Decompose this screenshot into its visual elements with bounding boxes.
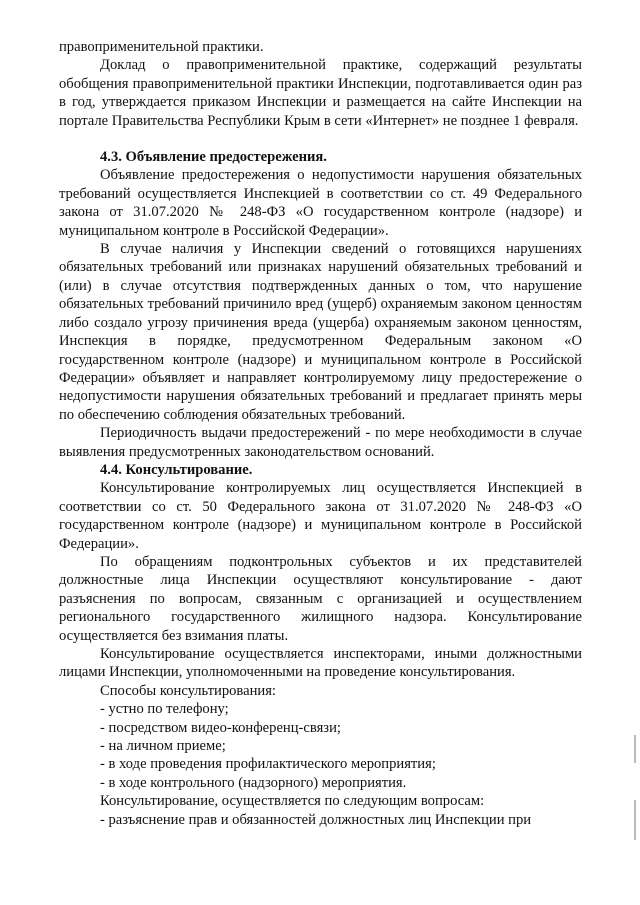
section-heading-4-4: 4.4. Консультирование.	[100, 461, 253, 478]
paragraph-4-4-consultants: Консультирование осуществляется инспекторами, иными должностными лицами Инспекции, уполномоченными на проведение консультирования.	[59, 646, 582, 681]
paragraph-4-4-requests: По обращениям подконтрольных субъектов и их представителей должностные лица Инспекции осуществляют консультирование - дают разъяснения по вопросам, связанным с организацией и осуществлением регионального государственного жилищного надзора. Консультирование осуществляется без взимания платы.	[59, 553, 582, 644]
scan-artifact	[634, 735, 636, 763]
scan-artifact	[634, 800, 636, 840]
questions-title: Консультирование, осуществляется по следующим вопросам:	[100, 793, 485, 810]
paragraph-4-3-periodicity: Периодичность выдачи предостережений - по мере необходимости в случае выявления предусмотренных законодательством оснований.	[59, 425, 582, 460]
section-heading-4-3: 4.3. Объявление предостережения.	[100, 149, 327, 166]
methods-list-item: - в ходе контрольного (надзорного) мероприятия.	[100, 774, 407, 791]
methods-list-item: - на личном приеме;	[100, 738, 226, 755]
paragraph-4-3-procedure: В случае наличия у Инспекции сведений о готовящихся нарушениях обязательных требований или признаках нарушений обязательных требований и (или) в случае отсутствия подтвержденных данных о том, что нарушение обязательных требований причинило вред (ущерб) охраняемым законом ценностям либо создало угрозу причинения вреда (ущерба) охраняемым законом ценностям, Инспекция в порядке, предусмотренном Федеральным законом «О государственном контроле (надзоре) и муниципальном контроле в Российской Федерации» объявляет и направляет контролируемому лицу предостережение о недопустимости нарушения обязательных требований и предлагает принять меры по обеспечению соблюдения обязательных требований.	[59, 241, 582, 423]
paragraph-continuation: правоприменительной практики.	[59, 39, 264, 55]
methods-title: Способы консультирования:	[100, 682, 276, 699]
methods-list-item: - устно по телефону;	[100, 701, 229, 718]
methods-list-item: - в ходе проведения профилактического мероприятия;	[100, 756, 436, 773]
methods-list-item: - посредством видео-конференц-связи;	[100, 719, 341, 736]
paragraph-4-4-basis: Консультирование контролируемых лиц осуществляется Инспекцией в соответствии со ст. 50 Федерального закона от 31.07.2020 № 248-ФЗ «О государственном контроле (надзоре) и муниципальном контроле в Российской Федерации».	[59, 480, 582, 552]
spacer	[59, 130, 582, 148]
paragraph-report: Доклад о правоприменительной практике, содержащий результаты обобщения правоприменительной практики Инспекции, подготавливается один раз в год, утверждается приказом Инспекции и размещается на сайте Инспекции на портале Правительства Республики Крым в сети «Интернет» не позднее 1 февраля.	[59, 57, 582, 129]
paragraph-4-3-basis: Объявление предостережения о недопустимости нарушения обязательных требований осуществляется Инспекцией в соответствии со ст. 49 Федерального закона от 31.07.2020 № 248-ФЗ «О государственном контроле (надзоре) и муниципальном контроле в Российской Федерации».	[59, 167, 582, 239]
questions-list-item: - разъяснение прав и обязанностей должностных лиц Инспекции при	[100, 811, 532, 828]
